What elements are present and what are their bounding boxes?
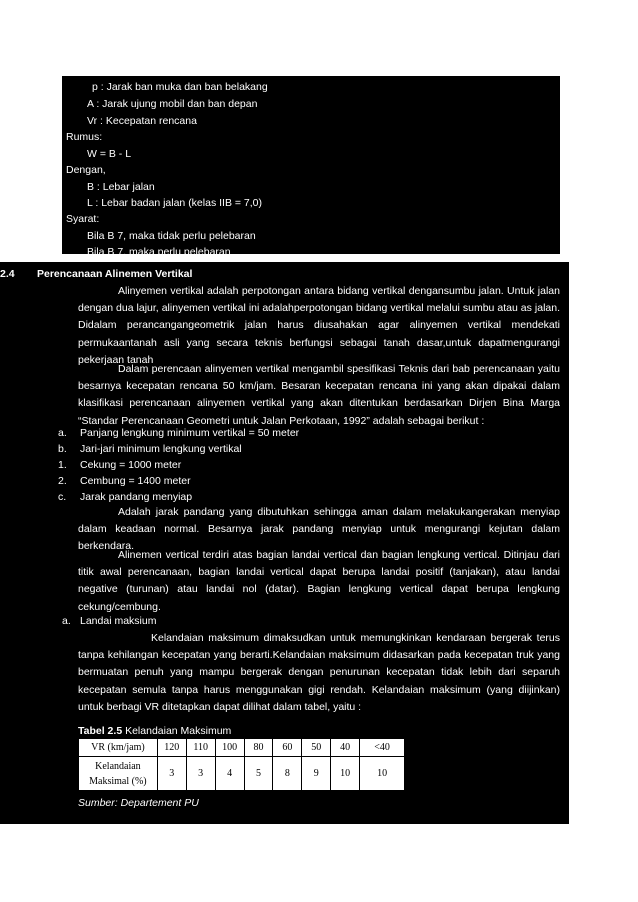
list-marker-c: c. <box>58 491 67 503</box>
list-marker-2: 2. <box>58 475 67 487</box>
dengan-label: Dengan, <box>66 164 106 176</box>
syarat-label: Syarat: <box>66 213 100 225</box>
table-cell-vr-40: 40 <box>331 739 360 757</box>
paragraph-perencanaan-spesifikasi: Dalam perencaan alinyemen vertikal mengambil spesifikasi Teknis dari bab perencanaan yaitu besarnya kecepatan rencana 50 km/jam. Besaran kecepatan rencana ini yang akan dipakai dalam klasifikasi perencanaan alinyemen vertikal yang akan ditentukan berdasarkan Dirjen Bina Marga “Standar Perencanaan Geometri untuk Jalan Perkotaan, 1992” adalah sebagai berikut : <box>78 363 560 427</box>
rumus-formula: W = B - L <box>87 148 132 160</box>
list-item-panjang-lengkung: Panjang lengkung minimum vertikal = 50 meter <box>80 427 300 439</box>
table-cell-vr-120: 120 <box>157 739 186 757</box>
paragraph-alinyemen-definition: Alinyemen vertikal adalah perpotongan antara bidang vertikal dengansumbu jalan. Untuk jalan dengan dua lajur, alinyemen vertikal ini adalahperpotongan bidang vertikal melalui sumbu atau as jalan. Didalam perancangangeometrik jalan harus diusahakan agar alinyemen vertikal mendekati permukaantanah asli yang secara teknis berfungsi sebagai tanah dasar,untuk dapatmengurangi pekerjaan tanah <box>78 285 560 366</box>
table-cell-kelandaian-100: 4 <box>215 757 244 791</box>
table-cell-kelandaian-40: 10 <box>331 757 360 791</box>
list-item-jari-jari: Jari-jari minimum lengkung vertikal <box>80 443 242 455</box>
dengan-line-l: L : Lebar badan jalan (kelas IIB = 7,0) <box>87 197 263 209</box>
table-cell-kelandaian-50: 9 <box>302 757 331 791</box>
section-number: 2.4 <box>0 268 15 280</box>
paragraph-jarak-pandang: Adalah jarak pandang yang dibutuhkan sehingga aman dalam melakukangerakan menyiap dalam keadaan normal. Besarnya jarak pandang menyiap untuk mengurangi kejutan dalam berkendara. <box>78 506 560 553</box>
definition-line-a: A : Jarak ujung mobil dan ban depan <box>87 98 258 110</box>
table-cell-kelandaian-label <box>79 757 158 791</box>
dengan-line-b: B : Lebar jalan <box>87 181 155 193</box>
paragraph-kelandaian-maksimum: Kelandaian maksimum dimaksudkan untuk memungkinkan kendaraan bergerak terus tanpa kehilangan kecepatan yang berarti.Kelandaian maksimum didasarkan pada kecepatan truk yang bermuatan penuh yang mampu bergerak dengan penurunan kecepatan tidak lebih dari separuh kecepatan semula tanpa harus menggunakan gigi rendah. Kelandaian maksimum (yang diijinkan) untuk berbagi VR ditetapkan dapat dilihat dalam tabel, yaitu : <box>78 632 560 713</box>
paragraph-alinemen-vertical: Alinemen vertical terdiri atas bagian landai vertical dan bagian lengkung vertical. Ditinjau dari titik awal perencanaan, bagian landai vertical dapat berupa landai positif (tanjakan), atau landai negative (turunan) atau landai nol (datar). Bagian lengkung vertical dapat berupa lengkung cekung/cembung. <box>78 549 560 613</box>
table-cell-vr-50: 50 <box>302 739 331 757</box>
table-cell-kelandaian-60: 8 <box>273 757 302 791</box>
table-cell-kelandaian-110: 3 <box>186 757 215 791</box>
section-title: Perencanaan Alinemen Vertikal <box>37 268 193 280</box>
list-item-cembung: Cembung = 1400 meter <box>80 475 191 487</box>
definition-line-p: p : Jarak ban muka dan ban belakang <box>92 81 268 93</box>
list-item-jarak-pandang: Jarak pandang menyiap <box>80 491 193 503</box>
table-cell-kelandaian-120: 3 <box>157 757 186 791</box>
table-cell-vr-110: 110 <box>186 739 215 757</box>
list-marker-1: 1. <box>58 459 67 471</box>
table-row-vr <box>79 739 405 757</box>
list-marker-b: b. <box>58 443 67 455</box>
table-cell-kelandaian-label-line1: Kelandaian <box>95 760 141 772</box>
table-row-kelandaian <box>79 757 405 791</box>
table-caption-number: Tabel 2.5 <box>78 725 123 737</box>
syarat-line-2: Bila B 7, maka perlu pelebaran <box>87 246 231 258</box>
list-marker-a: a. <box>58 427 67 439</box>
table-cell-kelandaian-label-line2: Maksimal (%) <box>89 775 147 787</box>
table-cell-vr-label: VR (km/jam) <box>79 739 158 757</box>
table-cell-vr-80: 80 <box>244 739 273 757</box>
table-cell-vr-60: 60 <box>273 739 302 757</box>
list-item-cekung: Cekung = 1000 meter <box>80 459 182 471</box>
table-source: Sumber: Departement PU <box>78 797 199 809</box>
sub-marker-a: a. <box>62 615 71 627</box>
table-cell-vr-100: 100 <box>215 739 244 757</box>
table-cell-kelandaian-lt40: 10 <box>360 757 405 791</box>
definition-line-vr: Vr : Kecepatan rencana <box>87 115 197 127</box>
table-caption-text: Kelandaian Maksimum <box>122 725 232 737</box>
table-cell-vr-lt40: <40 <box>360 739 405 757</box>
table-cell-kelandaian-80: 5 <box>244 757 273 791</box>
table-caption <box>78 724 231 738</box>
kelandaian-table <box>78 738 405 791</box>
sub-item-landai-maksium: Landai maksium <box>80 615 157 627</box>
rumus-label: Rumus: <box>66 131 103 143</box>
syarat-line-1: Bila B 7, maka tidak perlu pelebaran <box>87 230 256 242</box>
